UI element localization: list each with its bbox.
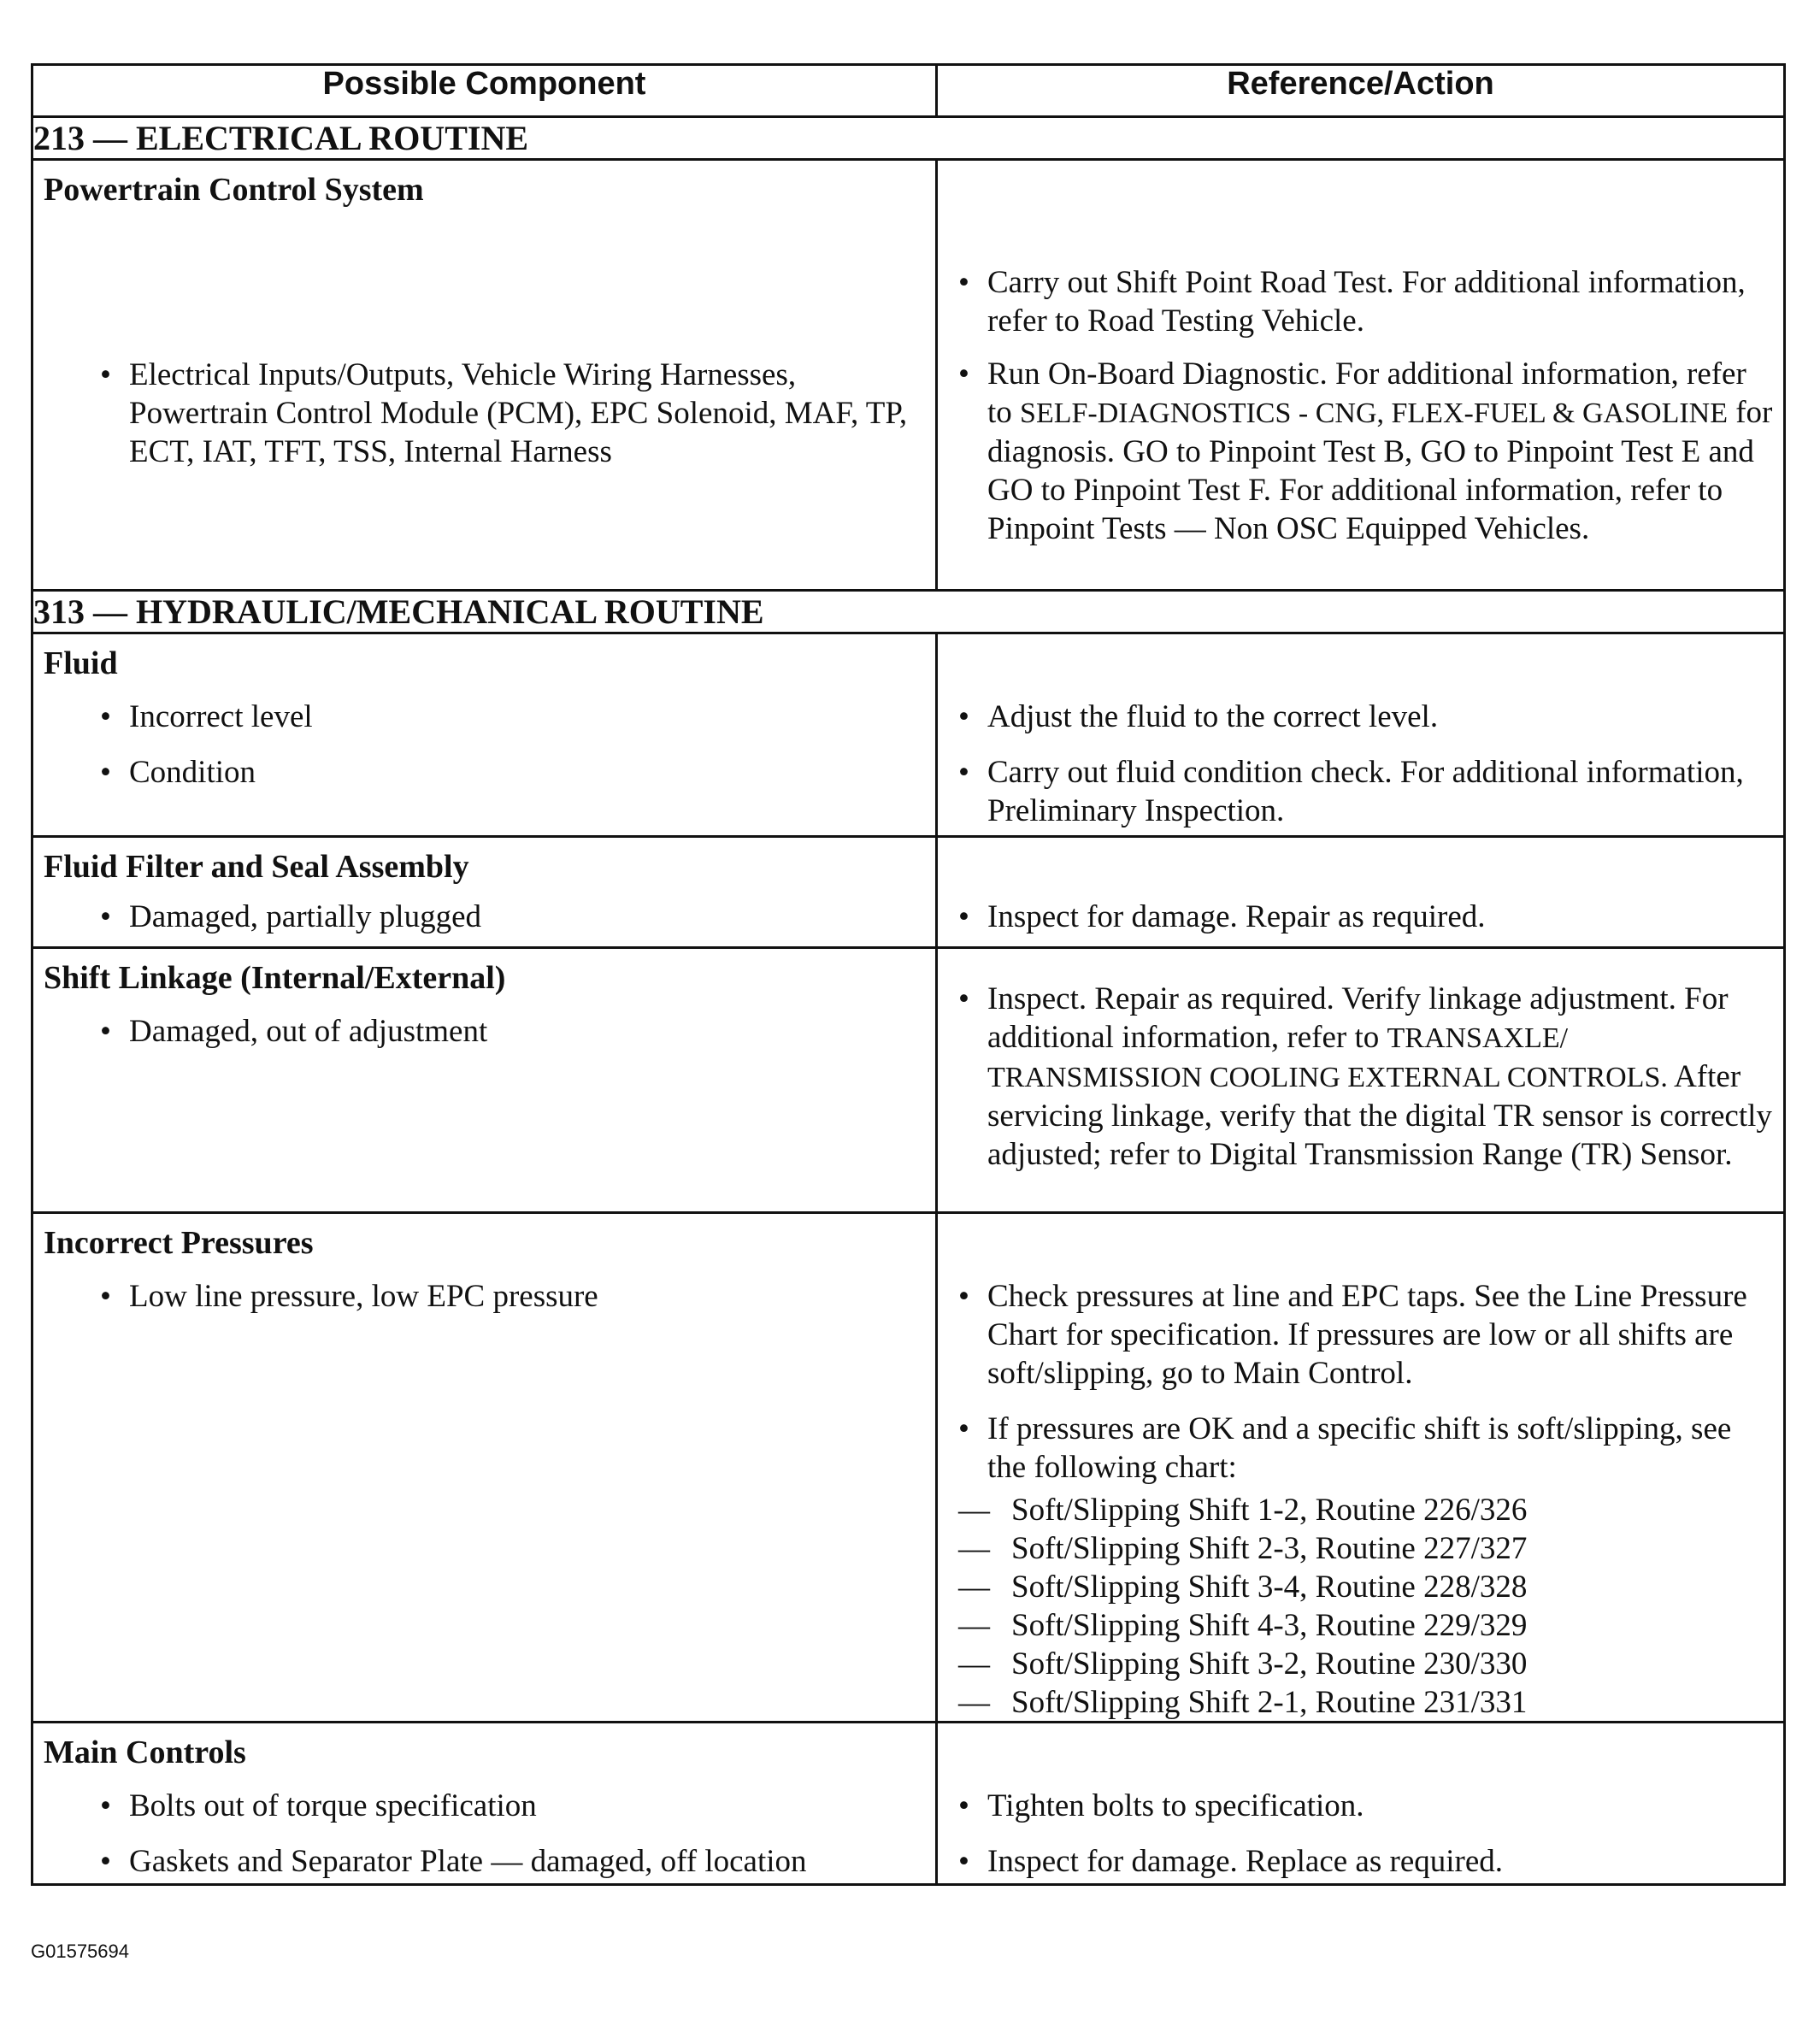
list-item: — Soft/Slipping Shift 4-3, Routine 229/329 xyxy=(958,1608,1528,1643)
routine-213-title: 213 — ELECTRICAL ROUTINE xyxy=(32,117,1785,160)
bullet-icon: • xyxy=(100,1788,111,1823)
linkage-title: Shift Linkage (Internal/External) xyxy=(44,960,506,996)
bullet-icon: • xyxy=(958,356,969,392)
powertrain-title: Powertrain Control System xyxy=(44,172,424,208)
pressures-action-list xyxy=(958,1277,1774,1487)
diagnostic-table-sheet xyxy=(31,63,1783,1886)
list-item: • Run On-Board Diagnostic. For additional information, refer to SELF-DIAGNOSTICS - CNG, FLEX-FUEL & GASOLINE for diagnosis. GO to Pinpoint Test B, GO to Pinpoint Test E and GO to Pinpoint Test F. For additional information, refer to Pinpoint Tests — Non OSC Equipped Vehicles. xyxy=(958,356,1773,546)
list-item: • Low line pressure, low EPC pressure xyxy=(100,1279,598,1314)
bullet-icon: • xyxy=(100,899,111,934)
dash-icon: — xyxy=(958,1608,990,1643)
fluid-component-cell xyxy=(32,633,937,837)
main-action-cell xyxy=(937,1723,1785,1885)
self-diagnostics-reference: SELF-DIAGNOSTICS - CNG, FLEX-FUEL & GASOLINE xyxy=(1020,398,1728,429)
table-row-fluid xyxy=(32,633,1785,837)
linkage-component-list xyxy=(100,1012,898,1051)
bullet-icon: • xyxy=(958,1844,969,1879)
list-item: • If pressures are OK and a specific shift is soft/slipping, see the following chart: xyxy=(958,1411,1732,1485)
linkage-component-cell xyxy=(32,948,937,1213)
main-title: Main Controls xyxy=(44,1735,246,1770)
bullet-icon: • xyxy=(958,899,969,934)
filter-action-cell xyxy=(937,837,1785,948)
bullet-icon: • xyxy=(100,1844,111,1879)
bullet-icon: • xyxy=(958,981,969,1016)
table-row-pressures xyxy=(32,1213,1785,1723)
bullet-icon: • xyxy=(100,755,111,790)
pressures-action-cell xyxy=(937,1213,1785,1723)
fluid-action-list xyxy=(958,698,1774,830)
list-item: • Condition xyxy=(100,755,256,790)
list-item: — Soft/Slipping Shift 2-3, Routine 227/327 xyxy=(958,1531,1528,1566)
linkage-action-cell xyxy=(937,948,1785,1213)
dash-icon: — xyxy=(958,1531,990,1566)
fluid-title: Fluid xyxy=(44,645,118,681)
list-item: • Inspect. Repair as required. Verify linkage adjustment. For additional information, refer to TRANSAXLE/ TRANSMISSION COOLING EXTERNAL CONTROLS. After servicing linkage, verify that the digital TR sensor is correctly adjusted; refer to Digital Transmission Range (TR) Sensor. xyxy=(958,981,1772,1172)
filter-action-list xyxy=(958,898,1774,936)
table-header-row xyxy=(32,65,1785,117)
routine-313-title: 313 — HYDRAULIC/MECHANICAL ROUTINE xyxy=(32,591,1785,633)
dash-icon: — xyxy=(958,1646,990,1682)
bullet-icon: • xyxy=(100,1279,111,1314)
powertrain-action-cell xyxy=(937,160,1785,591)
bullet-icon: • xyxy=(100,699,111,734)
main-component-list xyxy=(100,1787,933,1881)
bullet-icon: • xyxy=(958,699,969,734)
transaxle-reference: TRANSAXLE/ TRANSMISSION COOLING EXTERNAL CONTROLS. xyxy=(987,1022,1668,1093)
diagnostic-table xyxy=(31,63,1786,1886)
table-row-filter xyxy=(32,837,1785,948)
bullet-icon: • xyxy=(100,1014,111,1049)
list-item: — Soft/Slipping Shift 1-2, Routine 226/326 xyxy=(958,1493,1528,1528)
pressures-title: Incorrect Pressures xyxy=(44,1225,314,1261)
header-possible-component: Possible Component xyxy=(32,65,937,117)
bullet-icon: • xyxy=(100,357,111,392)
pressures-component-list xyxy=(100,1277,898,1316)
powertrain-action-list xyxy=(958,263,1774,548)
list-item: • Damaged, partially plugged xyxy=(100,899,482,934)
fluid-action-cell xyxy=(937,633,1785,837)
list-item: — Soft/Slipping Shift 3-4, Routine 228/328 xyxy=(958,1570,1528,1605)
table-row-main-controls xyxy=(32,1723,1785,1885)
linkage-action-list xyxy=(958,980,1774,1174)
bullet-icon: • xyxy=(958,1788,969,1823)
list-item: — Soft/Slipping Shift 2-1, Routine 231/331 xyxy=(958,1685,1528,1720)
list-item: • Incorrect level xyxy=(100,699,313,734)
list-item: • Carry out Shift Point Road Test. For additional information, refer to Road Testing Vehicle. xyxy=(958,265,1746,339)
list-item: • Check pressures at line and EPC taps. See the Line Pressure Chart for specification. If pressures are low or all shifts are soft/slipping, go to Main Control. xyxy=(958,1279,1747,1391)
list-item: • Carry out fluid condition check. For additional information, Preliminary Inspection. xyxy=(958,755,1744,828)
pressures-component-cell xyxy=(32,1213,937,1723)
list-item: • Electrical Inputs/Outputs, Vehicle Wiring Harnesses, Powertrain Control Module (PCM), EPC Solenoid, MAF, TP, ECT, IAT, TFT, TSS, Internal Harness xyxy=(100,357,908,469)
header-reference-action: Reference/Action xyxy=(937,65,1785,117)
bullet-icon: • xyxy=(958,1411,969,1446)
list-item: — Soft/Slipping Shift 3-2, Routine 230/330 xyxy=(958,1646,1528,1682)
table-row-powertrain xyxy=(32,160,1785,591)
main-component-cell xyxy=(32,1723,937,1885)
list-item: • Gaskets and Separator Plate — damaged, off location xyxy=(100,1844,807,1879)
figure-code: G01575694 xyxy=(31,1941,129,1962)
filter-component-cell xyxy=(32,837,937,948)
filter-component-list xyxy=(100,898,898,936)
powertrain-component-cell xyxy=(32,160,937,591)
bullet-icon: • xyxy=(958,755,969,790)
main-action-list xyxy=(958,1787,1774,1881)
soft-slipping-chart xyxy=(958,1491,1762,1722)
fluid-component-list xyxy=(100,698,898,792)
dash-icon: — xyxy=(958,1685,990,1720)
bullet-icon: • xyxy=(958,1279,969,1314)
list-item: • Adjust the fluid to the correct level. xyxy=(958,699,1439,734)
table-row-linkage xyxy=(32,948,1785,1213)
list-item: • Inspect for damage. Replace as required. xyxy=(958,1844,1504,1879)
dash-icon: — xyxy=(958,1493,990,1528)
routine-row-213 xyxy=(32,117,1785,160)
list-item: • Damaged, out of adjustment xyxy=(100,1014,488,1049)
list-item: • Inspect for damage. Repair as required. xyxy=(958,899,1486,934)
bullet-icon: • xyxy=(958,265,969,300)
routine-row-313 xyxy=(32,591,1785,633)
powertrain-component-list xyxy=(100,356,916,471)
list-item: • Tighten bolts to specification. xyxy=(958,1788,1364,1823)
filter-title: Fluid Filter and Seal Assembly xyxy=(44,849,469,885)
dash-icon: — xyxy=(958,1570,990,1605)
list-item: • Bolts out of torque specification xyxy=(100,1788,537,1823)
